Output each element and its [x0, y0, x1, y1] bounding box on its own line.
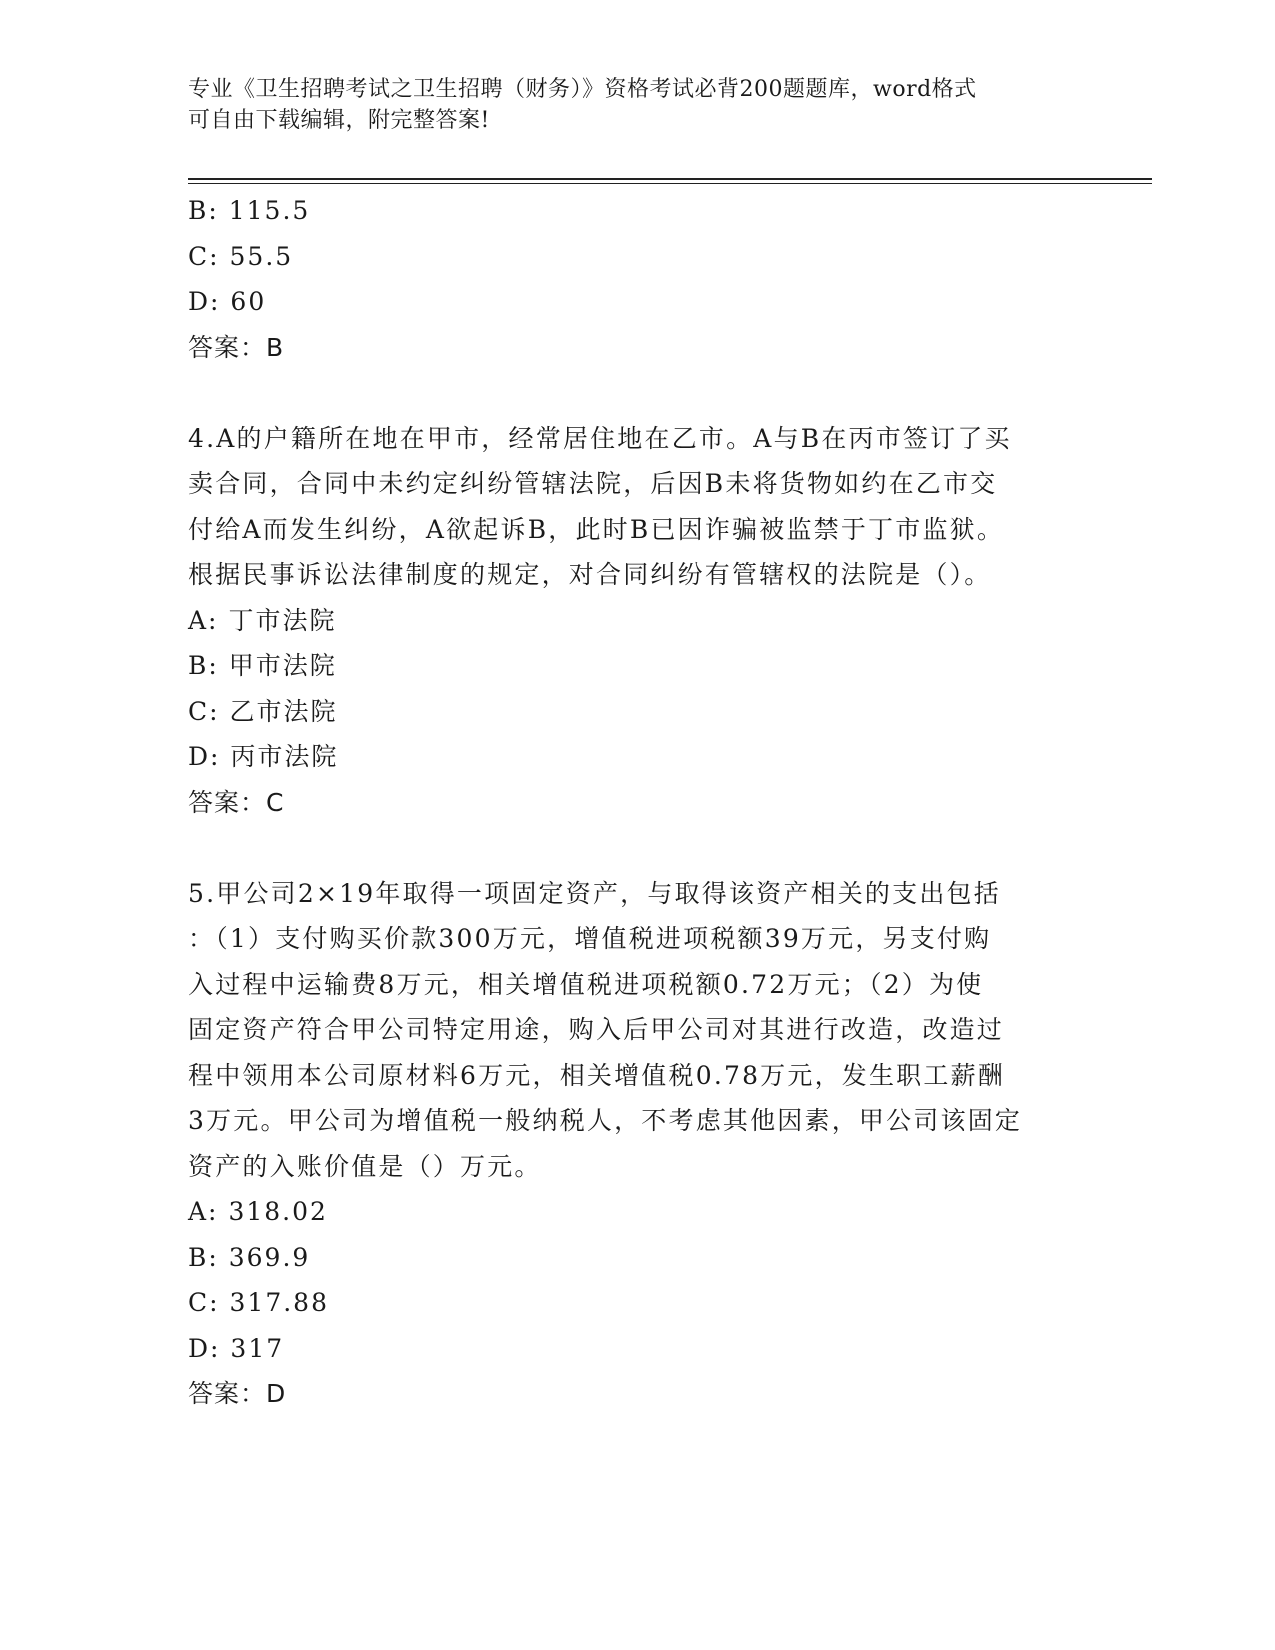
- option-label: D:: [188, 742, 221, 771]
- question-stem-line: 入过程中运输费8万元，相关增值税进项税额0.72万元；（2）为使: [188, 969, 984, 999]
- option-text: 乙市法院: [229, 696, 338, 726]
- header-divider-thin: [188, 183, 1152, 184]
- question-spacer: [188, 370, 1088, 416]
- option-label: D:: [188, 287, 221, 316]
- option-label: C:: [188, 696, 220, 726]
- question-3-tail: [188, 188, 1088, 370]
- option-label: D:: [188, 1333, 221, 1363]
- question-stem-line: ：（1）支付购买价款300万元，增值税进项税额39万元，另支付购: [188, 924, 992, 953]
- option-text: 317.88: [229, 1288, 329, 1317]
- option-b: [188, 643, 1088, 689]
- header-title-line-1: 专业《卫生招聘考试之卫生招聘（财务）》资格考试必背200题题库，word格式: [188, 77, 977, 102]
- option-c: [188, 689, 1088, 735]
- question-4: [188, 416, 1088, 826]
- question-stem-line: 4.A的户籍所在地在甲市，经常居住地在乙市。A与B在丙市签订了买: [188, 423, 1012, 453]
- option-b: [188, 188, 1088, 234]
- option-d: [188, 279, 1088, 325]
- answer-line: 答案：C: [188, 787, 285, 817]
- question-stem-line: 程中领用本公司原材料6万元，相关增值税0.78万元，发生职工薪酬: [188, 1060, 1005, 1090]
- document-header: [188, 74, 1068, 136]
- header-title-line-2: 可自由下载编辑，附完整答案!: [188, 108, 490, 133]
- option-label: A:: [188, 1197, 219, 1226]
- option-text: 甲市法院: [228, 651, 337, 680]
- question-5: [188, 871, 1088, 1417]
- answer-line: 答案：D: [188, 1379, 287, 1408]
- option-label: C:: [188, 1288, 220, 1317]
- question-stem-line: 付给A而发生纠纷，A欲起诉B，此时B已因诈骗被监禁于丁市监狱。: [188, 514, 1005, 544]
- question-stem-line: 5.甲公司2×19年取得一项固定资产，与取得该资产相关的支出包括: [188, 878, 1001, 908]
- option-text: 55.5: [229, 241, 294, 271]
- question-stem-line: 卖合同，合同中未约定纠纷管辖法院，后因B未将货物如约在乙市交: [188, 469, 998, 498]
- option-text: 115.5: [228, 196, 311, 225]
- option-d: [188, 734, 1088, 780]
- option-text: 60: [230, 287, 267, 316]
- header-divider-thick: [188, 178, 1152, 180]
- question-stem-line: 资产的入账价值是（）万元。: [188, 1151, 542, 1181]
- option-b: [188, 1235, 1088, 1281]
- option-a: [188, 1189, 1088, 1235]
- option-d: [188, 1326, 1088, 1372]
- option-label: B:: [188, 196, 219, 225]
- option-label: A:: [188, 605, 219, 635]
- option-c: [188, 234, 1088, 280]
- option-label: B:: [188, 651, 219, 680]
- option-a: [188, 598, 1088, 644]
- option-text: 丙市法院: [230, 742, 339, 771]
- option-c: [188, 1280, 1088, 1326]
- question-stem-line: 3万元。甲公司为增值税一般纳税人，不考虑其他因素，甲公司该固定: [188, 1106, 1023, 1135]
- option-label: C:: [188, 241, 220, 271]
- answer-line: 答案：B: [188, 332, 285, 362]
- question-stem-line: 根据民事诉讼法律制度的规定，对合同纠纷有管辖权的法院是（）。: [188, 560, 992, 589]
- question-spacer: [188, 825, 1088, 871]
- option-text: 317: [230, 1333, 285, 1363]
- option-label: B:: [188, 1242, 219, 1272]
- question-stem-line: 固定资产符合甲公司特定用途，购入后甲公司对其进行改造，改造过: [188, 1015, 1005, 1044]
- document-body: [188, 188, 1088, 1417]
- option-text: 318.02: [228, 1197, 328, 1226]
- option-text: 369.9: [228, 1242, 311, 1272]
- option-text: 丁市法院: [228, 605, 337, 635]
